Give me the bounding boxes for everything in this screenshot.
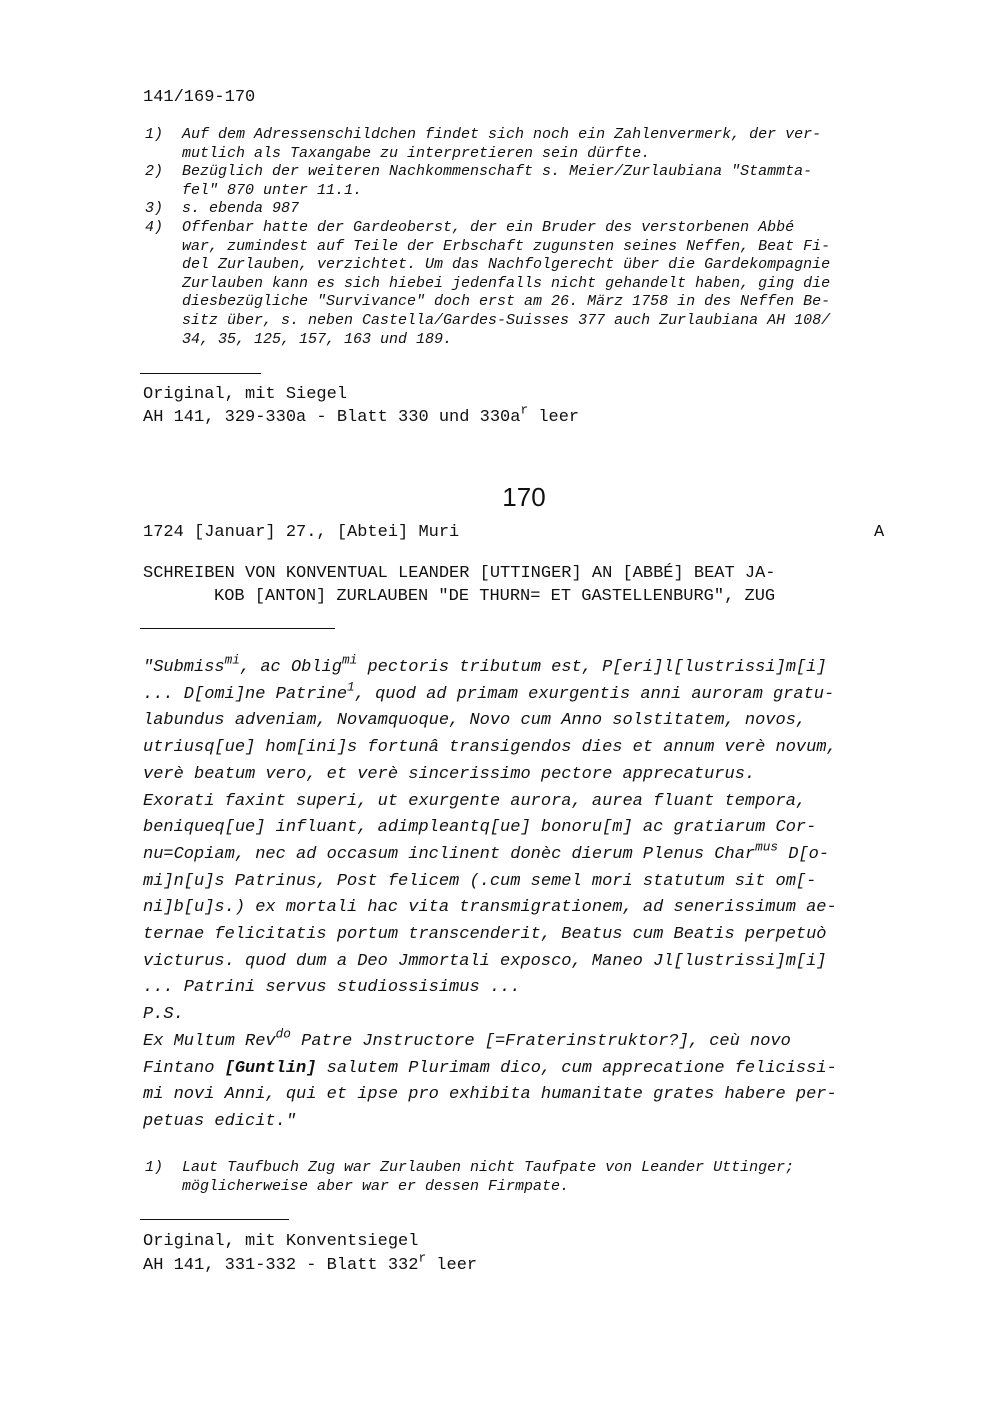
document-number: 170 bbox=[502, 482, 546, 512]
footnote-text: del Zurlauben, verzichtet. Um das Nachfolgerecht über die Gardekompagnie bbox=[182, 256, 831, 274]
text-line: beniqueq[ue] influant, adimpleantq[ue] bonoru[m] ac gratiarum Cor- bbox=[143, 818, 817, 838]
footnote-text: diesbezügliche "Survivance" doch erst am 26. März 1758 in des Neffen Be- bbox=[182, 293, 831, 311]
separator-rule bbox=[140, 1219, 289, 1220]
footnote-number: 1) bbox=[145, 126, 164, 143]
footnote-text: war, zumindest auf Teile der Erbschaft zugunsten seines Neffen, Beat Fi- bbox=[182, 237, 831, 255]
footnote-number: 2) bbox=[145, 163, 164, 181]
text-line: Exorati faxint superi, ut exurgente aurora, aurea fluant tempora, bbox=[143, 791, 807, 811]
text-line: mi]n[u]s Patrinus, Post felicem (.cum semel mori statutum sit om[- bbox=[143, 871, 817, 891]
previous-footnotes bbox=[145, 126, 905, 346]
text-line: labundus adveniam, Novamquoque, Novo cum Anno solstitatem, novos, bbox=[143, 711, 807, 731]
footnote-text: Zurlauben kann es sich hiebei jedenfalls nicht gehandelt haben, ging die bbox=[182, 274, 831, 292]
footnote-text: mutlich als Taxangabe zu interpretieren sein dürfte. bbox=[182, 144, 651, 162]
text-line: Fintano [Guntlin] salutem Plurimam dico, cum apprecatione felicissi- bbox=[143, 1058, 837, 1078]
footnote-text: Bezüglich der weiteren Nachkommenschaft s. Meier/Zurlaubiana "Stammta- bbox=[182, 163, 813, 181]
text-line: ... Patrini servus studiossisimus ... bbox=[143, 978, 521, 998]
footnote-text: s. ebenda 987 bbox=[182, 200, 300, 218]
source-note-line: Original, mit Siegel bbox=[143, 385, 348, 404]
source-note-line: Original, mit Konventsiegel bbox=[143, 1232, 419, 1251]
text-line: verè beatum vero, et verè sincerissimo pectore apprecaturus. bbox=[143, 764, 756, 784]
text-line: P.S. bbox=[143, 1005, 184, 1025]
footnote-text: Offenbar hatte der Gardeoberst, der ein Bruder des verstorbenen Abbé bbox=[182, 219, 795, 236]
text-line: victurus. quod dum a Deo Jmmortali exposco, Maneo Jl[lustrissi]m[i] bbox=[143, 951, 827, 971]
document-footnotes bbox=[145, 1159, 905, 1199]
footnote-text: Laut Taufbuch Zug war Zurlauben nicht Taufpate von Leander Uttinger; bbox=[182, 1159, 795, 1176]
document-date-place: 1724 [Januar] 27., [Abtei] Muri bbox=[143, 523, 460, 542]
text-line: petuas edicit." bbox=[143, 1111, 297, 1131]
text-line: ... D[omi]ne Patrine$^1$, quod ad primam exurgentis anni auroram gratu- bbox=[143, 679, 835, 704]
footnote-text: 34, 35, 125, 157, 163 und 189. bbox=[182, 330, 453, 348]
running-head: 141/169-170 bbox=[143, 88, 256, 107]
text-line: nu=Copiam, nec ad occasum inclinent donèc dierum Plenus Char$^{mus}$ D[o- bbox=[143, 839, 830, 864]
document-heading: SCHREIBEN VON KONVENTUAL LEANDER [UTTINGER] AN [ABBÉ] BEAT JA- KOB [ANTON] ZURLAUBEN "DE THURN= ET GASTELLENBURG", ZUG bbox=[143, 564, 776, 606]
text-line: ternae felicitatis portum transcenderit, Beatus cum Beatis perpetuò bbox=[143, 925, 827, 945]
footnote-number: 4) bbox=[145, 219, 164, 236]
text-line: mi novi Anni, qui et ipse pro exhibita humanitate grates habere per- bbox=[143, 1085, 837, 1105]
source-note-line: AH 141, 331-332 - Blatt 332$^r$ leer bbox=[143, 1250, 478, 1275]
text-line: ni]b[u]s.) ex mortali hac vita transmigrationem, ad senerissimum ae- bbox=[143, 898, 837, 918]
heading-rule bbox=[140, 628, 335, 629]
footnote-number: 3) bbox=[145, 200, 164, 218]
source-note-line: AH 141, 329-330a - Blatt 330 und $330a^r$ leer bbox=[143, 402, 580, 427]
separator-rule bbox=[140, 373, 261, 374]
footnote-text: möglicherweise aber war er dessen Firmpate. bbox=[182, 1177, 570, 1195]
text-line: Ex Multum Rev$^{do}$ Patre Jnstructore [=Fraterinstruktor?], ceù novo bbox=[143, 1026, 791, 1051]
text-line: utriusq[ue] hom[ini]s fortunâ transigendos dies et annum verè novum, bbox=[143, 738, 837, 758]
document-mark: A bbox=[874, 523, 885, 542]
footnote-text: Auf dem Adressenschildchen findet sich noch ein Zahlenvermerk, der ver- bbox=[182, 126, 822, 143]
text-line: "Submiss$^{mi}$, ac Oblig$^{mi}$ pectoris tributum est, P[eri]l[lustrissi]m[i] bbox=[143, 652, 827, 677]
letter-text bbox=[143, 652, 837, 1136]
footnote-text: fel" 870 unter 11.1. bbox=[182, 181, 363, 199]
footnote-number: 1) bbox=[145, 1159, 164, 1176]
footnote-text: sitz über, s. neben Castella/Gardes-Suisses 377 auch Zurlaubiana AH 108/ bbox=[182, 312, 831, 329]
